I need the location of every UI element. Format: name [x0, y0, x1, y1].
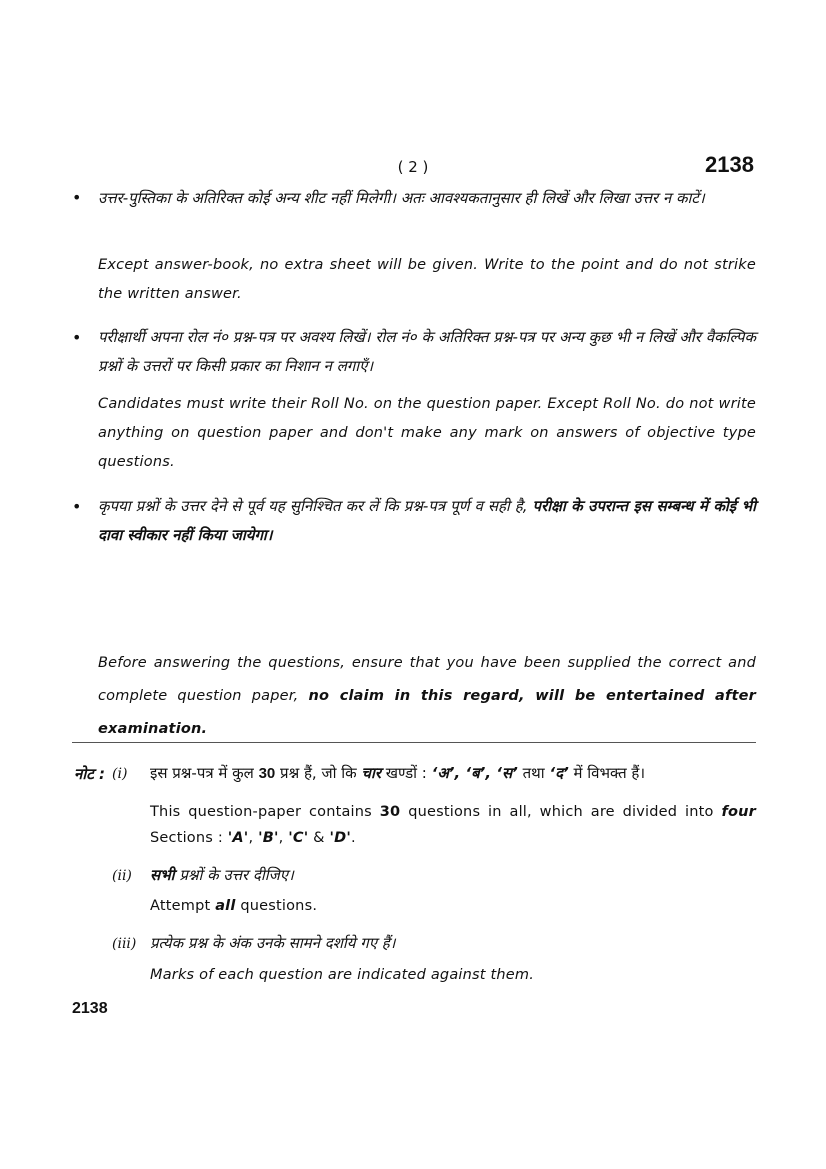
en-num: 30 — [379, 804, 401, 820]
hi-bold: सभी — [150, 866, 175, 884]
note-item-3-numeral: (iii) — [112, 936, 137, 952]
note-item-1-hindi — [150, 760, 756, 787]
en-four: four — [721, 804, 756, 820]
en-section-c: 'C' — [288, 830, 309, 846]
page-number: ( 2 ) — [397, 158, 429, 176]
instruction-2-english: Candidates must write their Roll No. on the question paper. Except Roll No. do not write anything on question paper and don't make any mark on answers of objective type questions. — [98, 396, 756, 470]
hi-sections: ‘अ’, ‘ब’, ‘स’ — [431, 764, 518, 782]
instruction-3-hindi-normal: कृपया प्रश्नों के उत्तर देने से पूर्व यह सुनिश्चित कर लें कि प्रश्न-पत्र पूर्ण व सही है, — [98, 497, 533, 515]
note-item-2-english — [150, 893, 756, 919]
en-amp: & — [308, 830, 330, 846]
instruction-3-english — [98, 647, 756, 746]
instruction-3-english-normal: Before answering the questions, ensure that you have been supplied the correct and complete question paper, — [98, 655, 756, 704]
bullet-3: • — [72, 497, 82, 516]
paper-code-top: 2138 — [705, 152, 754, 177]
note-item-2-numeral: (ii) — [112, 868, 132, 884]
en-sep: , — [248, 830, 259, 846]
paper-code-bottom: 2138 — [72, 1000, 108, 1017]
instruction-2-hindi: परीक्षार्थी अपना रोल नं० प्रश्न-पत्र पर अवश्य लिखें। रोल नं० के अतिरिक्त प्रश्न-पत्र पर अन्य कुछ भी न लिखें और वैकल्पिक प्रश्नों के उत्तरों पर किसी प्रकार का निशान न लगाएँ। — [98, 328, 756, 375]
instruction-3-hindi — [98, 492, 756, 550]
hi-text: प्रश्नों के उत्तर दीजिए। — [174, 866, 294, 884]
instruction-1-hindi: उत्तर-पुस्तिका के अतिरिक्त कोई अन्य शीट नहीं मिलेगी। अतः आवश्यकतानुसार ही लिखें और लिखा उत्तर न काटें। — [98, 189, 705, 207]
en-section-d: 'D' — [329, 830, 351, 846]
en-text: Sections : — [150, 830, 228, 846]
hi-text: तथा — [517, 764, 550, 782]
hi-char: चार — [361, 764, 381, 782]
bullet-1: • — [72, 188, 82, 207]
note-item-1-numeral: (i) — [112, 766, 128, 782]
bullet-2: • — [72, 328, 82, 347]
hi-text: खण्डों : — [380, 764, 432, 782]
en-section-a: 'A' — [227, 830, 249, 846]
note-item-3-english: Marks of each question are indicated against them. — [150, 967, 535, 983]
divider — [72, 742, 756, 743]
en-end: . — [351, 830, 356, 846]
en-text: questions. — [235, 898, 318, 914]
note-item-1-english — [150, 799, 756, 851]
note-label-text: नोट : — [74, 765, 105, 783]
en-text: questions in all, which are divided into — [400, 804, 722, 820]
en-section-b: 'B' — [258, 830, 279, 846]
note-item-2-hindi — [150, 862, 756, 888]
en-bold: all — [215, 898, 236, 914]
note-item-3-hindi: प्रत्येक प्रश्न के अंक उनके सामने दर्शाये गए हैं। — [150, 934, 396, 952]
note-label — [74, 764, 105, 784]
instruction-3-hindi-bold: परीक्षा के उपरान्त इस सम्बन्ध में कोई भी दावा स्वीकार नहीं किया जायेगा। — [98, 497, 756, 544]
hi-last: ‘द’ — [549, 764, 569, 782]
hi-text: प्रश्न हैं, जो कि — [275, 764, 362, 782]
en-sep: , — [278, 830, 289, 846]
instruction-3-english-bold: no claim in this regard, will be entertained after examination. — [98, 688, 756, 737]
instruction-1-english: Except answer-book, no extra sheet will be given. Write to the point and do not strike the written answer. — [98, 257, 756, 302]
en-text: This question-paper contains — [150, 804, 380, 820]
en-text: Attempt — [150, 898, 216, 914]
hi-text: में विभक्त हैं। — [568, 764, 646, 782]
hi-text: इस प्रश्न-पत्र में कुल — [150, 764, 259, 782]
hi-num: 30 — [258, 765, 276, 782]
